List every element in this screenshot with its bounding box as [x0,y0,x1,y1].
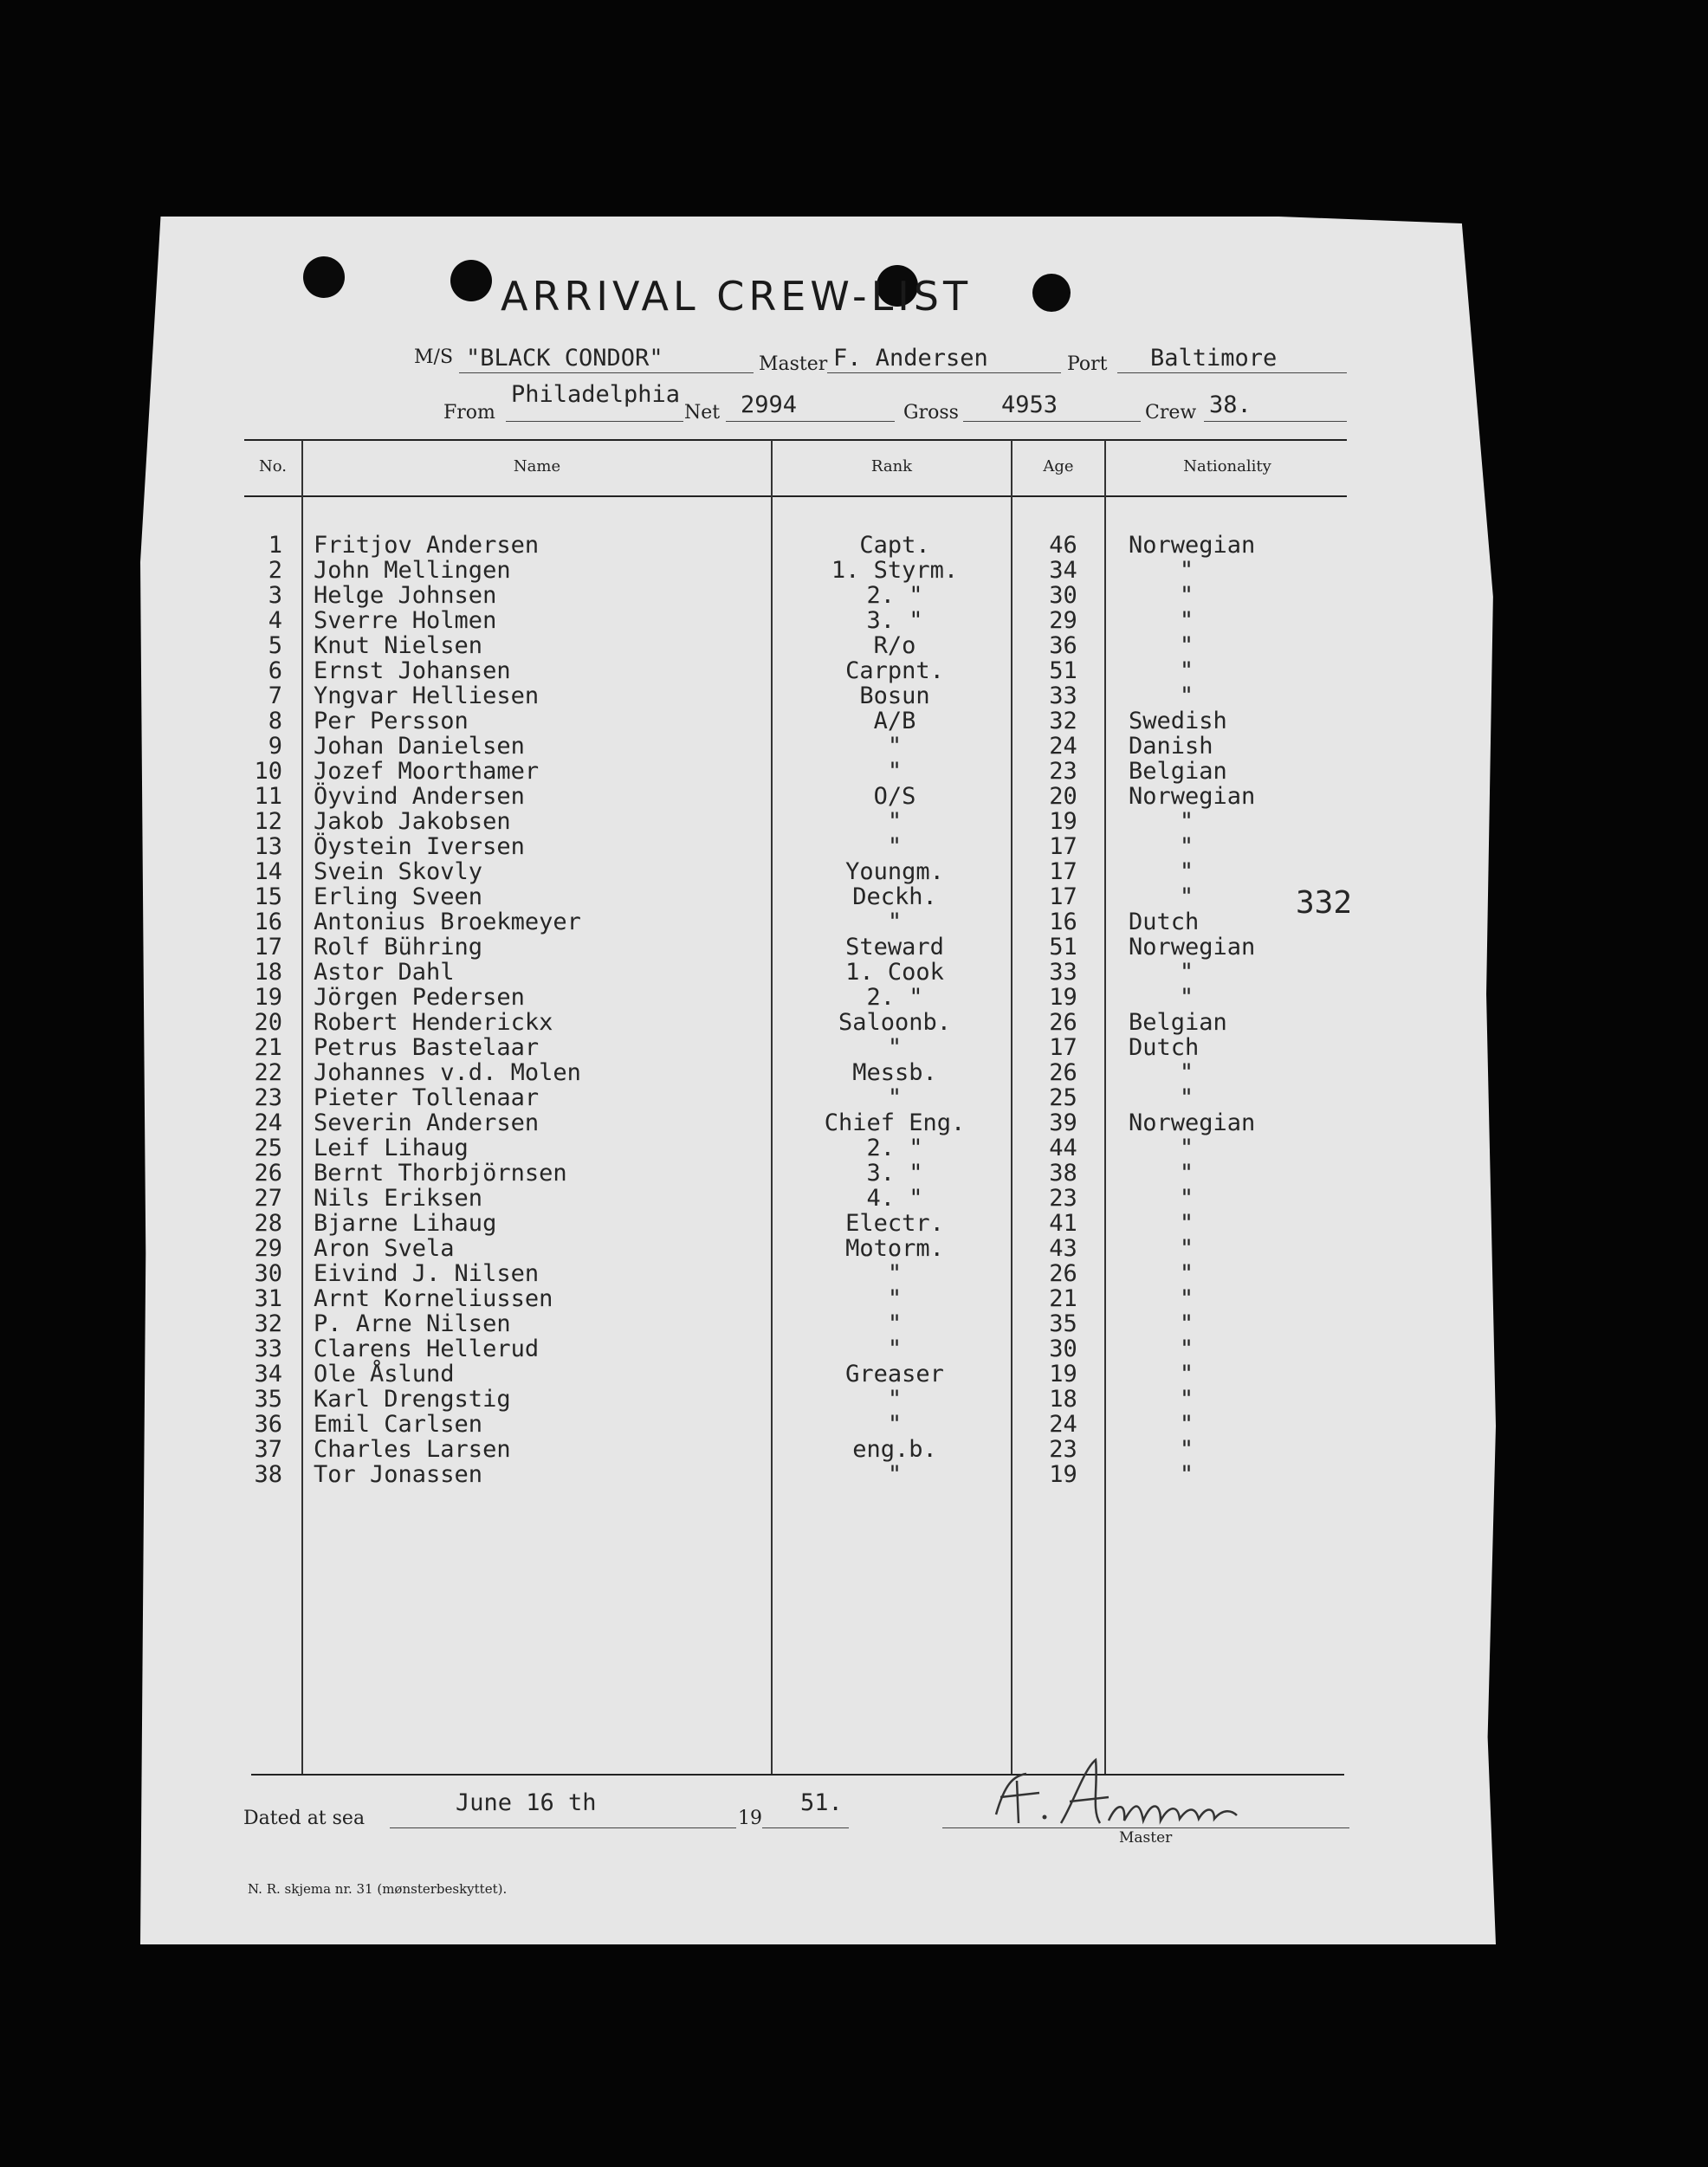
crew-number: 10 [254,758,282,785]
crew-rank: " [887,758,903,785]
table-row [0,884,1708,909]
table-row [0,1135,1708,1161]
crew-name: Rolf Bühring [314,934,483,961]
crew-number: 16 [254,909,282,935]
crew-age: 35 [1049,1310,1077,1337]
from-underline [506,421,683,422]
crew-number: 29 [254,1235,282,1262]
crew-number: 31 [254,1285,282,1312]
master-name: F. Andersen [833,345,988,372]
crew-number: 23 [254,1084,282,1111]
crew-nationality: " [1179,1285,1194,1312]
crew-rank: R/o [873,632,916,659]
crew-age: 21 [1049,1285,1077,1312]
crew-age: 39 [1049,1109,1077,1136]
crew-nationality: " [1179,1059,1194,1086]
table-row [0,985,1708,1010]
crew-rank: " [887,1386,903,1413]
vessel-underline [459,372,754,373]
crew-age: 30 [1049,1336,1077,1362]
crew-number: 15 [254,883,282,910]
crew-age: 24 [1049,1411,1077,1438]
crew-name: Öyvind Andersen [314,783,525,810]
column-header-no: No. [259,457,287,475]
crew-nationality: " [1179,1411,1194,1438]
table-row [0,558,1708,583]
crew-nationality: " [1179,1260,1194,1287]
table-row [0,1110,1708,1135]
crew-age: 26 [1049,1059,1077,1086]
crew-name: Jörgen Pedersen [314,984,525,1011]
crew-nationality: Swedish [1129,708,1227,734]
crew-age: 36 [1049,632,1077,659]
crew-number: 37 [254,1436,282,1463]
crew-nationality: " [1179,1436,1194,1463]
crew-rank: A/B [873,708,916,734]
crew-name: Emil Carlsen [314,1411,483,1438]
crew-name: Erling Sveen [314,883,483,910]
crew-age: 51 [1049,657,1077,684]
table-row [0,708,1708,734]
crew-age: 25 [1049,1084,1077,1111]
crew-number: 27 [254,1185,282,1212]
crew-name: Jozef Moorthamer [314,758,540,785]
punch-hole [303,256,345,298]
crew-rank: Electr. [845,1210,944,1237]
crew-name: Sverre Holmen [314,607,497,634]
crew-nationality: " [1179,1361,1194,1388]
crew-name: Aron Svela [314,1235,455,1262]
crew-nationality: " [1179,582,1194,609]
crew-rank: Deckh. [852,883,937,910]
crew-age: 33 [1049,682,1077,709]
column-header-nationality: Nationality [1183,457,1271,475]
table-row [0,909,1708,935]
crew-rank: 4. " [866,1185,923,1212]
handwritten-annotation: 332 [1296,885,1353,921]
crew-rank: Messb. [852,1059,937,1086]
crew-age: 19 [1049,1361,1077,1388]
table-row [0,1261,1708,1286]
ms-label: M/S [414,346,454,368]
crew-name: P. Arne Nilsen [314,1310,511,1337]
crew-rank: " [887,1034,903,1061]
crew-nationality: " [1179,1461,1194,1488]
crew-number: 34 [254,1361,282,1388]
crew-name: Charles Larsen [314,1436,511,1463]
crew-nationality: " [1179,1235,1194,1262]
year-suffix: 51. [800,1789,843,1816]
crew-number: 14 [254,858,282,885]
master-label: Master [759,353,828,375]
table-header-rule [244,495,1347,497]
table-row [0,1336,1708,1362]
crew-rank: " [887,1260,903,1287]
crew-age: 34 [1049,557,1077,584]
crew-rank: " [887,1411,903,1438]
table-row [0,859,1708,884]
crew-age: 33 [1049,959,1077,986]
crew-age: 29 [1049,607,1077,634]
crew-number: 26 [254,1160,282,1187]
crew-rank: " [887,1336,903,1362]
table-row [0,1362,1708,1387]
crew-nationality: Norwegian [1129,532,1256,559]
crew-number: 5 [268,632,282,659]
crew-nationality: Norwegian [1129,934,1256,961]
crew-name: Severin Andersen [314,1109,540,1136]
crew-nationality: " [1179,1135,1194,1161]
crew-nationality: " [1179,1310,1194,1337]
crew-age: 26 [1049,1009,1077,1036]
crew-rank: 3. " [866,607,923,634]
crew-label: Crew [1145,402,1197,424]
crew-age: 30 [1049,582,1077,609]
crew-nationality: Danish [1129,733,1213,760]
crew-number: 32 [254,1310,282,1337]
crew-nationality: Norwegian [1129,783,1256,810]
table-row [0,608,1708,633]
crew-age: 23 [1049,1185,1077,1212]
table-row [0,1060,1708,1085]
table-row [0,1035,1708,1060]
crew-nationality: Norwegian [1129,1109,1256,1136]
crew-rank: 2. " [866,582,923,609]
crew-rank: Youngm. [845,858,944,885]
crew-nationality: " [1179,984,1194,1011]
crew-name: Karl Drengstig [314,1386,511,1413]
crew-rank: " [887,1285,903,1312]
table-row [0,734,1708,759]
table-row [0,1211,1708,1236]
crew-rank: 2. " [866,1135,923,1161]
crew-number: 21 [254,1034,282,1061]
crew-number: 6 [268,657,282,684]
table-row [0,1236,1708,1261]
crew-rank: " [887,833,903,860]
crew-nationality: " [1179,959,1194,986]
crew-rank: Capt. [859,532,930,559]
crew-rank: " [887,733,903,760]
crew-name: Clarens Hellerud [314,1336,540,1362]
table-row [0,1462,1708,1487]
crew-name: Svein Skovly [314,858,483,885]
crew-age: 20 [1049,783,1077,810]
crew-age: 19 [1049,808,1077,835]
crew-nationality: " [1179,632,1194,659]
crew-number: 24 [254,1109,282,1136]
table-row [0,683,1708,708]
crew-age: 38 [1049,1160,1077,1187]
table-row [0,1085,1708,1110]
crew-age: 51 [1049,934,1077,961]
vessel-name: "BLACK CONDOR" [466,345,663,372]
crew-name: Yngvar Helliesen [314,682,540,709]
crew-name: Per Persson [314,708,469,734]
form-footer: N. R. skjema nr. 31 (mønsterbeskyttet). [248,1881,508,1897]
table-row [0,834,1708,859]
crew-age: 46 [1049,532,1077,559]
master-caption: Master [1119,1829,1173,1847]
crew-rank: 1. Styrm. [831,557,959,584]
master-underline [827,372,1061,373]
crew-rank: 1. Cook [845,959,944,986]
crew-number: 36 [254,1411,282,1438]
crew-age: 24 [1049,733,1077,760]
crew-age: 17 [1049,1034,1077,1061]
crew-nationality: " [1179,1084,1194,1111]
crew-number: 35 [254,1386,282,1413]
crew-age: 19 [1049,984,1077,1011]
punch-hole [450,260,492,301]
crew-number: 4 [268,607,282,634]
crew-age: 17 [1049,858,1077,885]
crew-rank: Steward [845,934,944,961]
crew-number: 18 [254,959,282,986]
crew-name: John Mellingen [314,557,511,584]
gross-tonnage: 4953 [1001,391,1058,418]
crew-number: 25 [254,1135,282,1161]
table-row [0,1311,1708,1336]
crew-name: Arnt Korneliussen [314,1285,553,1312]
gross-label: Gross [903,402,959,424]
crew-number: 19 [254,984,282,1011]
table-row [0,809,1708,834]
table-top-rule [244,439,1347,441]
crew-number: 7 [268,682,282,709]
crew-number: 9 [268,733,282,760]
crew-number: 11 [254,783,282,810]
table-row [0,1286,1708,1311]
crew-number: 3 [268,582,282,609]
crew-nationality: Belgian [1129,1009,1227,1036]
table-row [0,935,1708,960]
crew-age: 41 [1049,1210,1077,1237]
crew-rank: Chief Eng. [824,1109,966,1136]
crew-rank: O/S [873,783,916,810]
crew-nationality: " [1179,808,1194,835]
crew-rank: Saloonb. [838,1009,952,1036]
year-prefix: 19 [738,1808,762,1829]
dated-label: Dated at sea [243,1808,366,1829]
port-underline [1117,372,1347,373]
table-row [0,759,1708,784]
crew-number: 28 [254,1210,282,1237]
crew-nationality: " [1179,1210,1194,1237]
crew-number: 2 [268,557,282,584]
crew-name: Antonius Broekmeyer [314,909,581,935]
crew-name: Fritjov Andersen [314,532,540,559]
crew-age: 23 [1049,758,1077,785]
from-port: Philadelphia [511,381,681,408]
crew-age: 16 [1049,909,1077,935]
table-row [0,1010,1708,1035]
crew-rank: 3. " [866,1160,923,1187]
crew-rank: " [887,1310,903,1337]
crew-number: 30 [254,1260,282,1287]
net-underline [726,421,895,422]
port-label: Port [1067,353,1108,375]
table-row [0,960,1708,985]
crew-nationality: " [1179,1386,1194,1413]
crew-nationality: Belgian [1129,758,1227,785]
crew-rank: " [887,909,903,935]
crew-nationality: " [1179,657,1194,684]
crew-age: 43 [1049,1235,1077,1262]
crew-age: 32 [1049,708,1077,734]
crew-age: 18 [1049,1386,1077,1413]
crew-underline [1204,421,1347,422]
crew-rank: " [887,1461,903,1488]
crew-number: 20 [254,1009,282,1036]
crew-name: Astor Dahl [314,959,455,986]
crew-rank: Greaser [845,1361,944,1388]
crew-nationality: Dutch [1129,1034,1200,1061]
column-header-name: Name [513,457,561,475]
column-header-rank: Rank [870,457,913,475]
crew-name: Ole Åslund [314,1361,455,1388]
crew-number: 12 [254,808,282,835]
crew-nationality: Dutch [1129,909,1200,935]
net-tonnage: 2994 [741,391,798,418]
dated-day: June 16 th [456,1789,597,1816]
table-row [0,784,1708,809]
crew-name: Robert Henderickx [314,1009,553,1036]
crew-number: 1 [268,532,282,559]
crew-nationality: " [1179,858,1194,885]
table-row [0,1387,1708,1412]
table-row [0,1437,1708,1462]
year-underline [762,1827,849,1828]
table-row [0,1412,1708,1437]
crew-age: 17 [1049,833,1077,860]
table-row [0,1186,1708,1211]
crew-number: 38 [254,1461,282,1488]
crew-rank: eng.b. [852,1436,937,1463]
crew-age: 23 [1049,1436,1077,1463]
crew-name: Tor Jonassen [314,1461,483,1488]
crew-nationality: " [1179,883,1194,910]
crew-name: Eivind J. Nilsen [314,1260,540,1287]
crew-name: Pieter Tollenaar [314,1084,540,1111]
crew-rank: 2. " [866,984,923,1011]
net-label: Net [684,402,721,424]
crew-rank: Bosun [859,682,930,709]
crew-name: Knut Nielsen [314,632,483,659]
crew-name: Bjarne Lihaug [314,1210,497,1237]
crew-name: Johannes v.d. Molen [314,1059,581,1086]
crew-number: 8 [268,708,282,734]
crew-rank: " [887,808,903,835]
master-signature [987,1750,1282,1836]
crew-name: Jakob Jakobsen [314,808,511,835]
crew-rank: " [887,1084,903,1111]
crew-number: 17 [254,934,282,961]
table-row [0,658,1708,683]
crew-name: Petrus Bastelaar [314,1034,540,1061]
gross-underline [963,421,1141,422]
crew-nationality: " [1179,1185,1194,1212]
crew-name: Johan Danielsen [314,733,525,760]
crew-number: 33 [254,1336,282,1362]
crew-rank: Carpnt. [845,657,944,684]
crew-name: Bernt Thorbjörnsen [314,1160,567,1187]
crew-name: Helge Johnsen [314,582,497,609]
crew-nationality: " [1179,607,1194,634]
crew-rank: Motorm. [845,1235,944,1262]
crew-name: Leif Lihaug [314,1135,469,1161]
crew-age: 26 [1049,1260,1077,1287]
table-row [0,533,1708,558]
port-name: Baltimore [1150,345,1278,372]
crew-nationality: " [1179,557,1194,584]
crew-nationality: " [1179,833,1194,860]
crew-name: Öystein Iversen [314,833,525,860]
crew-nationality: " [1179,1160,1194,1187]
date-underline [390,1827,736,1828]
table-row [0,583,1708,608]
crew-age: 44 [1049,1135,1077,1161]
crew-nationality: " [1179,1336,1194,1362]
crew-name: Nils Eriksen [314,1185,483,1212]
table-row [0,1161,1708,1186]
crew-age: 17 [1049,883,1077,910]
document-title: ARRIVAL CREW-LIST [501,273,973,320]
crew-name: Ernst Johansen [314,657,511,684]
crew-nationality: " [1179,682,1194,709]
crew-age: 19 [1049,1461,1077,1488]
from-label: From [443,402,495,424]
crew-number: 13 [254,833,282,860]
crew-number: 22 [254,1059,282,1086]
column-header-age: Age [1043,457,1074,475]
table-row [0,633,1708,658]
crew-count: 38. [1209,391,1252,418]
